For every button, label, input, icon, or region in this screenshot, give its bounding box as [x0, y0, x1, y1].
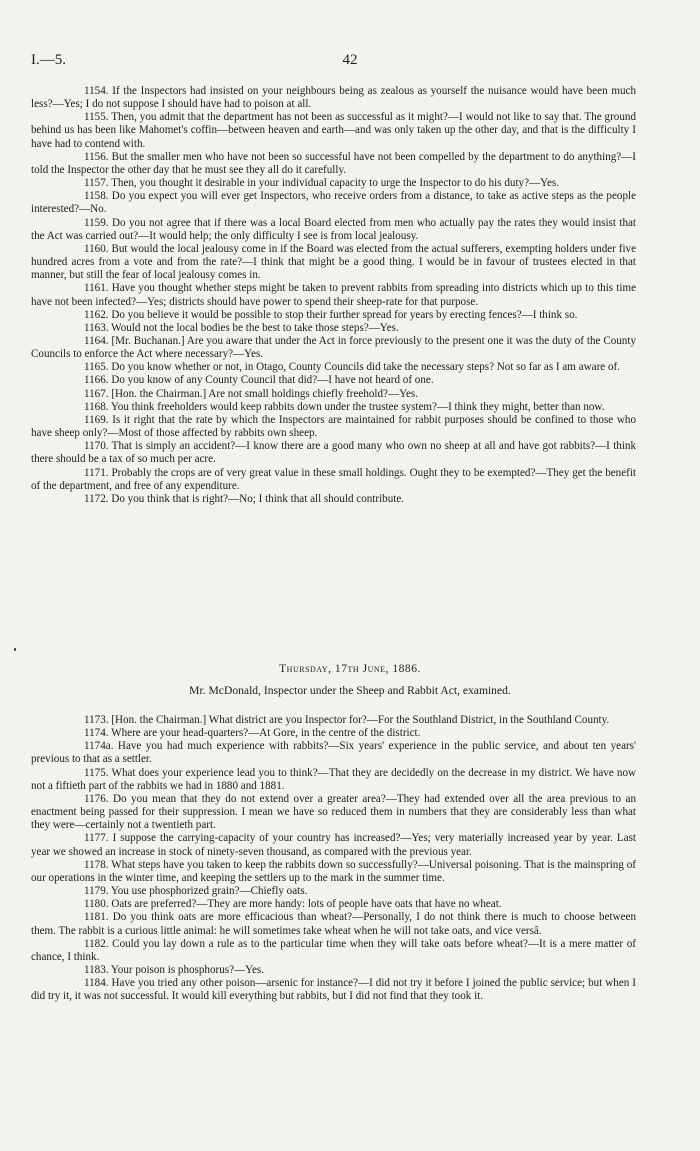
qa-paragraph: 1156. But the smaller men who have not been so successful have not been compelled by the department to do anything?—I told the Inspector the other day that he must see they all do it carefully.	[31, 150, 636, 176]
date-heading: Thursday, 17th June, 1886.	[279, 662, 421, 675]
qa-paragraph: 1155. Then, you admit that the department has not been as successful as it might?—I would not like to say that. The ground behind us has been like Mahomet's coffin—between heaven and earth—and was only taken up the other day, and that is the difficulty I have had to contend with.	[31, 111, 636, 150]
qa-paragraph: 1157. Then, you thought it desirable in your individual capacity to urge the Inspector to do his duty?—Yes.	[84, 177, 560, 190]
document-reference: I.—5.	[31, 52, 66, 68]
qa-paragraph: 1184. Have you tried any other poison—arsenic for instance?—I did not try it before I joined the public service; but when I did try it, it was not successful. It would kill everything but rabbits, but I did not find that they took it.	[31, 977, 636, 1003]
qa-paragraph: 1176. Do you mean that they do not extend over a greater area?—They had extended over all the area previous to an enactment being passed for their suppression. I mean we have so reduced them in numbers that they are considerably less than what they were—certainly not a twentieth part.	[31, 792, 636, 832]
evidence-block-1	[31, 85, 636, 506]
evidence-block-2	[31, 714, 636, 1003]
qa-paragraph: 1175. What does your experience lead you to think?—That they are decidedly on the decrease in my district. We have now not a fiftieth part of the rabbits we had in 1880 and 1881.	[31, 766, 636, 792]
qa-paragraph: 1180. Oats are preferred?—They are more handy: lots of people have oats that have no wheat.	[84, 898, 502, 911]
qa-paragraph: 1166. Do you know of any County Council that did?—I have not heard of one.	[84, 374, 434, 387]
qa-paragraph: 1160. But would the local jealousy come in if the Board was elected from the actual sufferers, exempting holders under five hundred acres from a vote and from the rate?—I think that might be a good thing. I would be in favour of trustees elected in that manner, but still the fear of local jealousy comes in.	[31, 242, 636, 282]
qa-paragraph: 1164. [Mr. Buchanan.] Are you aware that under the Act in force previously to the present one it was the duty of the County Councils to enforce the Act where necessary?—Yes.	[31, 334, 636, 361]
qa-paragraph: 1178. What steps have you taken to keep the rabbits down so successfully?—Universal poisoning. That is the mainspring of our operations in the winter time, and keeping the settlers up to the mark in the summer time.	[31, 858, 636, 884]
qa-paragraph: 1158. Do you expect you will ever get Inspectors, who receive orders from a distance, to take as active steps as the people interested?—No.	[31, 190, 636, 216]
qa-paragraph: 1172. Do you think that is right?—No; I think that all should contribute.	[84, 492, 405, 505]
qa-paragraph: 1169. Is it right that the rate by which the Inspectors are maintained for rabbit purposes should be confined to those who have sheep only?—Most of those affected by rabbits own sheep.	[31, 413, 636, 440]
qa-paragraph: 1181. Do you think oats are more efficacious than wheat?—Personally, I do not think there is much to choose between them. The rabbit is a curious little animal: he will sometimes take wheat when he will not take oats, and vice versâ.	[31, 911, 636, 937]
margin-dot	[14, 648, 16, 651]
qa-paragraph: 1174a. Have you had much experience with rabbits?—Six years' experience in the public service, and about ten years' previous to that as a settler.	[31, 740, 636, 766]
qa-paragraph: 1168. You think freeholders would keep rabbits down under the trustee system?—I think they might, better than now.	[84, 400, 605, 413]
qa-paragraph: 1170. That is simply an accident?—I know there are a good many who own no sheep at all and have got rabbits?—I think there should be a tax of so much per acre.	[31, 440, 636, 466]
qa-paragraph: 1159. Do you not agree that if there was a local Board elected from men who actually pay the rates they would insist that the Act was carried out?—It would help; the only difficulty I see is from local jealousy.	[31, 216, 636, 242]
qa-paragraph: 1162. Do you believe it would be possible to stop their further spread for years by erecting fences?—I think so.	[84, 308, 578, 321]
qa-paragraph: 1183. Your poison is phosphorus?—Yes.	[84, 963, 264, 976]
qa-paragraph: 1182. Could you lay down a rule as to the particular time when they will take oats before wheat?—It is a mere matter of chance, I think.	[31, 937, 636, 963]
qa-paragraph: 1173. [Hon. the Chairman.] What district are you Inspector for?—For the Southland District, in the Southland County.	[84, 714, 610, 726]
qa-paragraph: 1171. Probably the crops are of very great value in these small holdings. Ought they to be exempted?—They get the benefit of the department, and free of any expenditure.	[31, 466, 636, 492]
qa-paragraph: 1174. Where are your head-quarters?—At Gore, in the centre of the district.	[84, 727, 421, 740]
qa-paragraph: 1167. [Hon. the Chairman.] Are not small holdings chiefly freehold?—Yes.	[84, 387, 418, 400]
qa-paragraph: 1179. You use phosphorized grain?—Chiefly oats.	[84, 885, 308, 898]
page-number: 42	[342, 52, 358, 68]
qa-paragraph: 1177. I suppose the carrying-capacity of your country has increased?—Yes; very materially increased year by year. Last year we showed an increase in stock of ninety-seven thousand, as compared with the previous year.	[31, 832, 636, 858]
qa-paragraph: 1165. Do you know whether or not, in Otago, County Councils did take the necessary steps? Not so far as I am aware of.	[84, 361, 620, 374]
qa-paragraph: 1154. If the Inspectors had insisted on your neighbours being as zealous as yourself the nuisance would have been much less?—Yes; I do not suppose I should have had to poison at all.	[31, 85, 636, 111]
witness-heading: Mr. McDonald, Inspector under the Sheep and Rabbit Act, examined.	[189, 684, 511, 697]
qa-paragraph: 1161. Have you thought whether steps might be taken to prevent rabbits from spreading into districts which up to this time have not been infected?—Yes; districts should have power to spend their sheep-rate for that purpose.	[31, 282, 636, 308]
qa-paragraph: 1163. Would not the local bodies be the best to take those steps?—Yes.	[84, 321, 399, 334]
